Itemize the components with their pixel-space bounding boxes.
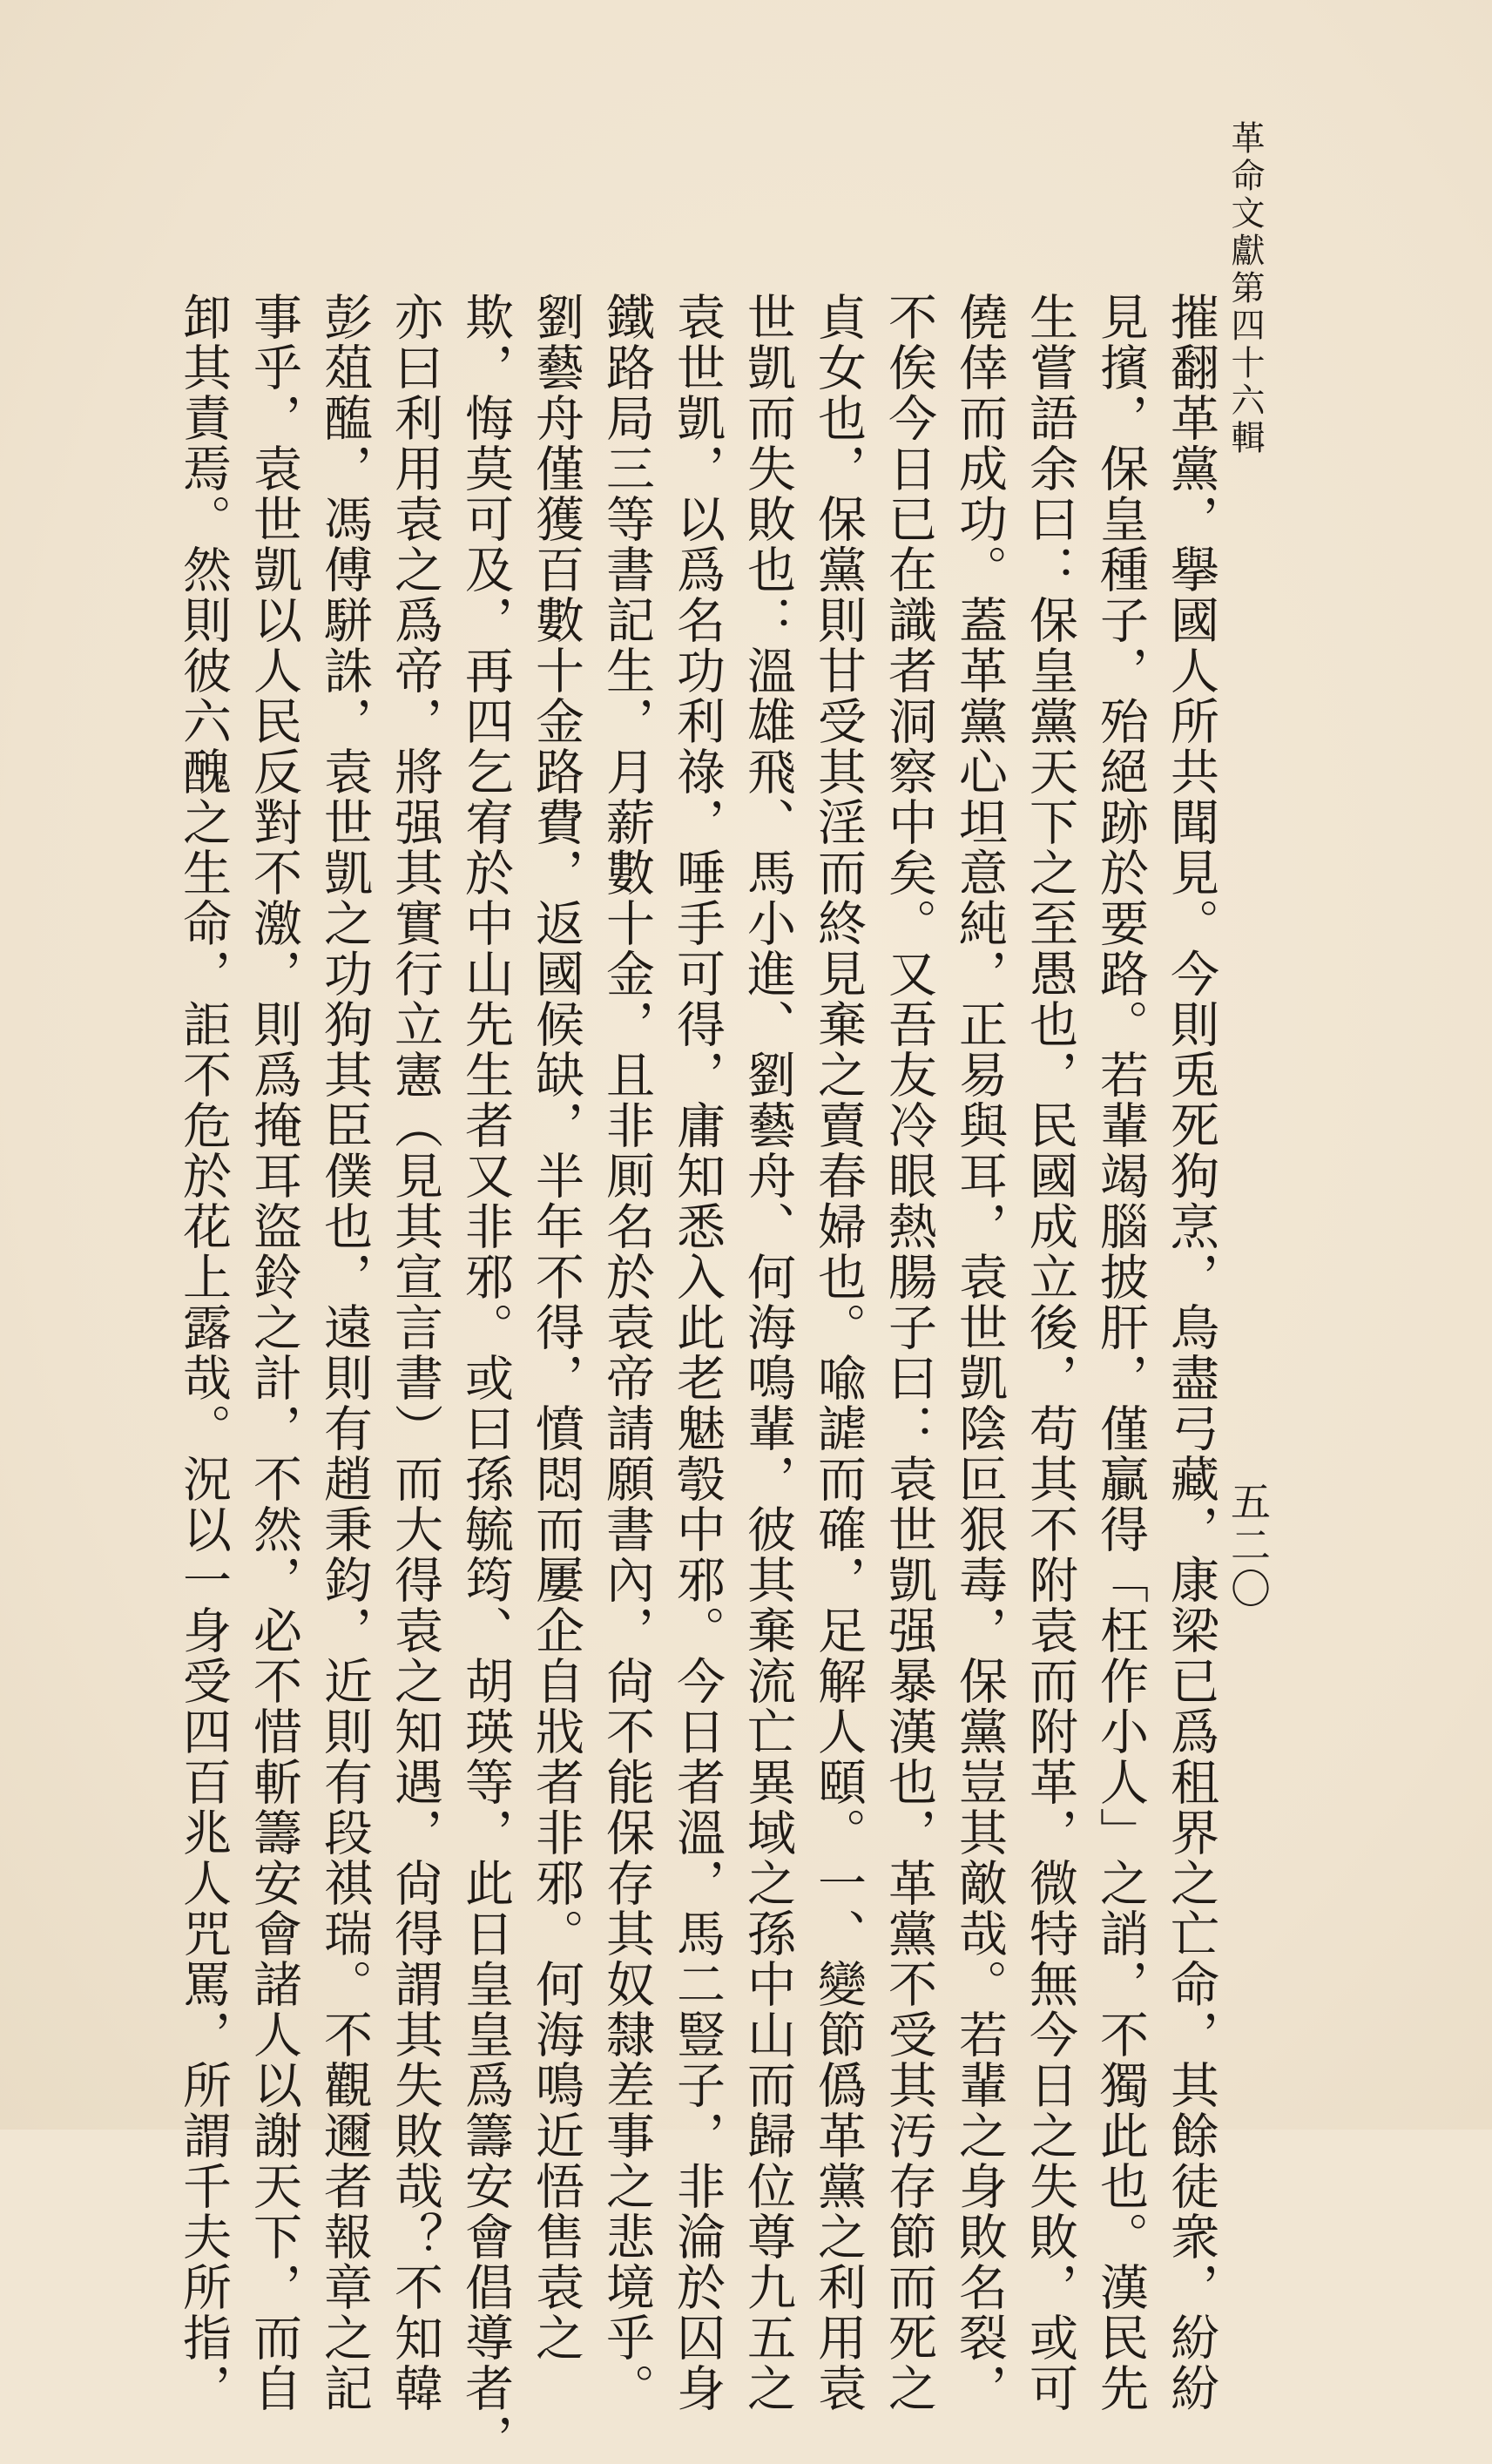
text-line: 袁世凱，以爲名功利祿，唾手可得，庸知悉入此老魅彀中邪。今日者溫，馬二豎子，非淪於囚身 xyxy=(669,292,726,2413)
text-line: 僥倖而成功。蓋革黨心坦意純，正易與耳，袁世凱陰叵狠毒，保黨豈其敵哉。若輩之身敗名裂， xyxy=(951,292,1008,2413)
text-line: 世凱而失敗也：溫雄飛、馬小進、劉藝舟、何海鳴輩，彼其棄流亡異域之孫中山而歸位尊九五之 xyxy=(739,292,796,2413)
text-line: 見擯，保皇種子，殆絕跡於要路。若輩竭腦披肝，僅贏得「枉作小人」之誚，不獨此也。漢民先 xyxy=(1092,292,1149,2413)
text-line: 劉藝舟僅獲百數十金路費，返國候缺，半年不得，憤悶而屢企自戕者非邪。何海鳴近悟售袁之 xyxy=(528,292,584,2363)
text-line: 事乎，袁世凱以人民反對不激，則爲掩耳盜鈴之計，不然，必不惜斬籌安會諸人以謝天下，而自 xyxy=(246,292,302,2413)
text-line: 卸其責焉。然則彼六醜之生命，詎不危於花上露哉。況以一身受四百兆人咒罵，所謂千夫所指， xyxy=(175,292,232,2413)
text-line: 鐵路局三等書記生，月薪數十金，且非厠名於袁帝請願書內，尙不能保存其奴隸差事之悲境乎。 xyxy=(598,292,655,2413)
text-line: 欺，悔莫可及，再四乞宥於中山先生者又非邪。或曰孫毓筠、胡瑛等，此日皇皇爲籌安會倡導者， xyxy=(457,292,514,2464)
text-line: 彭葅醢，馮傅駢誅，袁世凱之功狗其臣僕也，遠則有趙秉鈞，近則有段祺瑞。不觀邇者報章之記 xyxy=(316,292,373,2413)
text-line: 生嘗語余曰：保皇黨天下之至愚也，民國成立後，苟其不附袁而附革，微特無今日之失敗，或可 xyxy=(1022,292,1078,2413)
text-line: 亦曰利用袁之爲帝，將强其實行立憲（見其宣言書）而大得袁之知遇，尙得謂其失敗哉？不知韓 xyxy=(387,292,443,2413)
text-line: 不俟今日已在識者洞察中矣。又吾友冷眼熱腸子曰：袁世凱强暴漢也，革黨不受其汚存節而死之 xyxy=(881,292,937,2413)
text-line: 摧翻革黨，擧國人所共聞見。今則兎死狗烹，鳥盡弓藏，康梁已爲租界之亡命，其餘徒衆，紛紛 xyxy=(1163,292,1219,2413)
page-number: 五二〇 xyxy=(1225,1481,1272,1611)
body-text xyxy=(168,292,1226,2464)
running-title: 革命文獻第四十六輯 xyxy=(1225,120,1265,457)
text-line: 貞女也，保黨則甘受其淫而終見棄之賣春婦也。喩謔而確，足解人頤。一、變節僞革黨之利用袁 xyxy=(810,292,867,2413)
